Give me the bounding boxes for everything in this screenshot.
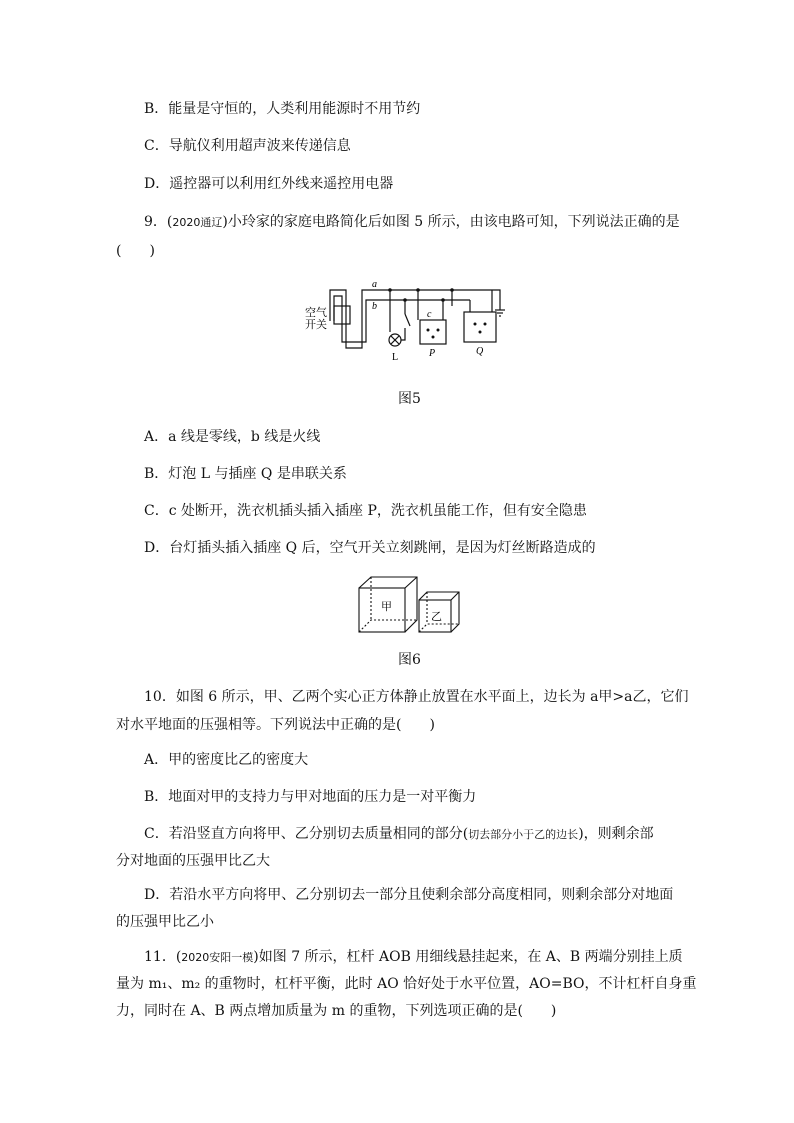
q9-stem: 9．(2020通辽)小玲家的家庭电路简化后如图 5 所示，由该电路可知，下列说法正确的是	[144, 214, 680, 230]
q9-option-b: B．灯泡 L 与插座 Q 是串联关系	[144, 466, 347, 482]
q8-option-b: B．能量是守恒的，人类利用能源时不用节约	[144, 101, 421, 117]
label-socket-q: Q	[476, 346, 484, 357]
q9-option-c: C．c 处断开，洗衣机插头插入插座 P，洗衣机虽能工作，但有安全隐患	[144, 503, 587, 519]
label-cube-jia: 甲	[381, 601, 392, 613]
figure-5-caption: 图5	[398, 391, 421, 407]
q11-stem-line1: 11．(2020安阳一模)如图 7 所示，杠杆 AOB 用细线悬挂起来，在 A、B 两端分别挂上质	[144, 949, 683, 965]
q11-stem-line2: 量为 m₁、m₂ 的重物时，杠杆平衡，此时 AO 恰好处于水平位置，AO=BO，不计杠杆自身重	[116, 976, 697, 992]
q9-option-a: A．a 线是零线，b 线是火线	[144, 429, 321, 445]
label-lamp-l: L	[392, 352, 399, 363]
q11-stem-line3: 力，同时在 A、B 两点增加质量为 m 的重物，下列选项正确的是( )	[116, 1003, 557, 1019]
figure-5-circuit	[300, 276, 520, 366]
q10-option-c-note: 切去部分小于乙的边长	[468, 828, 579, 841]
label-socket-p: P	[429, 348, 436, 359]
q9-source: 2020通辽	[172, 216, 223, 229]
q11-source: 2020安阳一模	[181, 951, 254, 964]
q10-option-a: A．甲的密度比乙的密度大	[144, 752, 309, 768]
q10-option-d-line2: 的压强甲比乙小	[116, 914, 214, 930]
q10-stem-line2: 对水平地面的压强相等。下列说法中正确的是( )	[116, 717, 435, 733]
label-air-switch-1: 空气	[305, 307, 327, 319]
figure-6-caption: 图6	[398, 652, 421, 668]
q9-blank: ( )	[116, 243, 155, 259]
q10-option-c-line1: C．若沿竖直方向将甲、乙分别切去质量相同的部分(切去部分小于乙的边长)，则剩余部	[144, 826, 654, 842]
label-air-switch-2: 开关	[305, 319, 327, 331]
label-cube-yi: 乙	[431, 611, 442, 623]
figure-6-cubes	[355, 574, 465, 636]
q10-option-b: B．地面对甲的支持力与甲对地面的压力是一对平衡力	[144, 789, 477, 805]
label-wire-a: a	[372, 279, 377, 290]
q10-option-c-line2: 分对地面的压强甲比乙大	[116, 853, 270, 869]
q9-option-d: D．台灯插头插入插座 Q 后，空气开关立刻跳闸，是因为灯丝断路造成的	[144, 540, 596, 556]
q10-option-d-line1: D．若沿水平方向将甲、乙分别切去一部分且使剩余部分高度相同，则剩余部分对地面	[144, 887, 674, 903]
q8-option-d: D．遥控器可以利用红外线来遥控用电器	[144, 176, 394, 192]
q10-stem-line1: 10．如图 6 所示，甲、乙两个实心正方体静止放置在水平面上，边长为 a甲>a乙，它们	[144, 689, 689, 705]
q8-option-c: C．导航仪利用超声波来传递信息	[144, 138, 351, 154]
label-wire-b: b	[372, 301, 377, 312]
label-point-c: c	[427, 309, 432, 320]
